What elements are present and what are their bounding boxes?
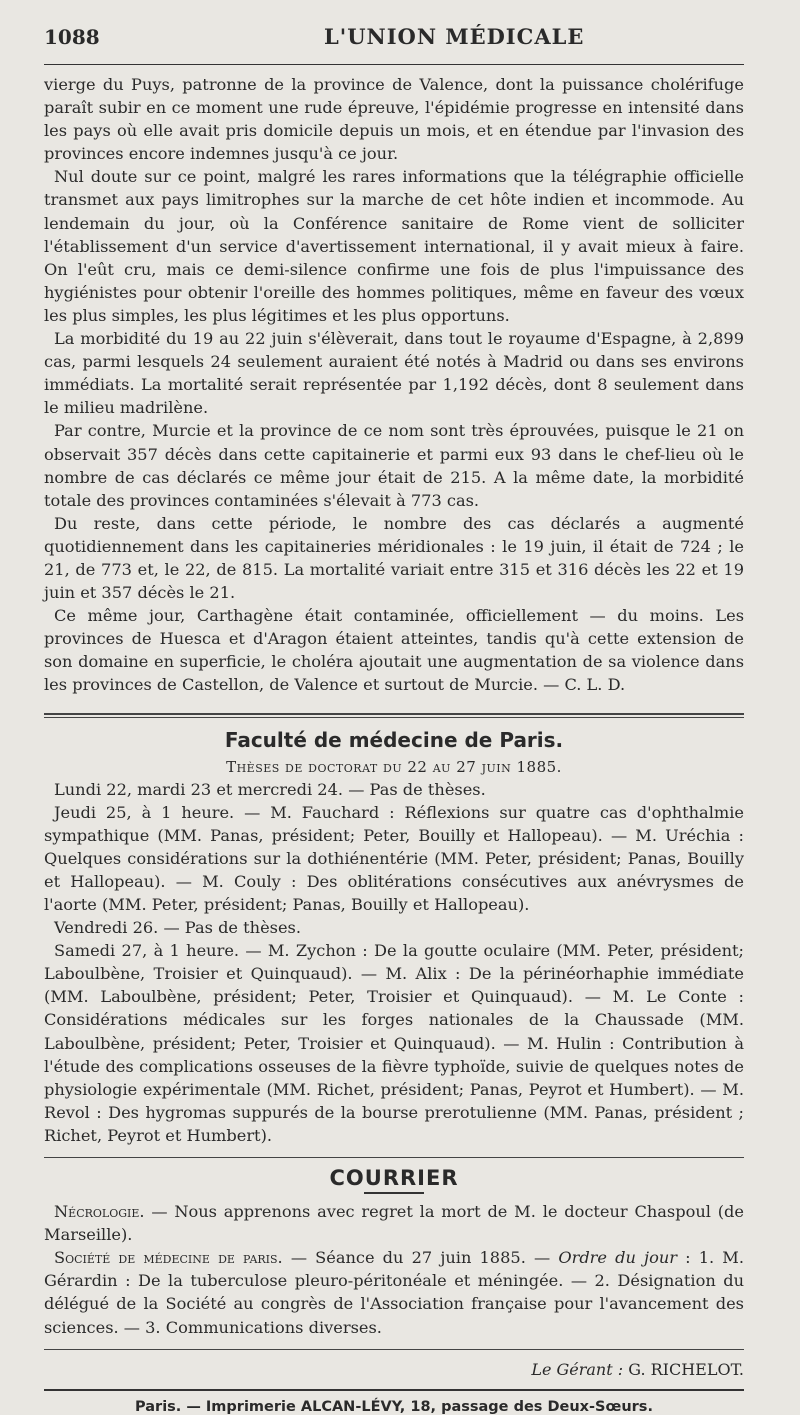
necrologie-text: — Nous apprenons avec regret la mort de M. le docteur Chaspoul (de Marseille). xyxy=(44,1202,744,1245)
thesis-entry: Jeudi 25, à 1 heure. — M. Fauchard : Réflexions sur quatre cas d'ophthalmie sympathique (MM. Panas, président; Peter, Bouilly et Hallopeau). — M. Uréchia : Quelques considérations sur la dothiénentérie (MM. Peter, président; Panas, Bouilly et Hallopeau). — M. Couly : Des oblitérations consécutives aux anévrysmes de l'aorte (MM. Peter, président; Panas, Bouilly et Hallopeau). xyxy=(44,802,744,914)
article-paragraph: Ce même jour, Carthagène était contaminée, officiellement — du moins. Les provinces de Huesca et d'Aragon étaient atteintes, tandis qu'à cette extension de son domaine en superficie, le choléra ajoutait une augmentation de sa violence dans les provinces de Castellon, de Valence et surtout de Murcie. — C. L. D. xyxy=(44,606,744,695)
title-underline xyxy=(364,1192,424,1194)
article-paragraph: Nul doute sur ce point, malgré les rares informations que la télégraphie officielle transmet aux pays limitrophes sur la marche de cet hôte indien et incommode. Au lendemain du jour, où la Conférence sanitaire de Rome vient de solliciter l'établissement d'un service d'avertissement international, il y avait mieux à faire. On l'eût cru, mais ce demi-silence confirme une fois de plus l'impuissance des hygiénistes pour obtenir l'oreille des hommes politiques, même en faveur des vœux les plus simples, les plus légitimes et les plus opportuns. xyxy=(44,167,744,325)
societe-paragraph xyxy=(44,1246,744,1338)
article-paragraph: Par contre, Murcie et la province de ce nom sont très éprouvées, puisque le 21 on observait 357 décès dans cette capitainerie et parmi eux 93 dans le chef-lieu où le nombre de cas déclarés ce même jour était de 215. A la même date, la morbidité totale des provinces contaminées s'élevait à 773 cas. xyxy=(44,421,744,510)
gerant-label: Le Gérant : xyxy=(531,1359,624,1379)
faculte-title: Faculté de médecine de Paris. xyxy=(224,727,564,752)
section-divider xyxy=(44,713,744,718)
article-paragraph: vierge du Puys, patronne de la province de Valence, dont la puissance cholérifuge paraît subir en ce moment une rude épreuve, l'épidémie progresse en intensité dans les pays où elle avait pris domicile depuis un mois, et en étendue par l'invasion des provinces encore indemnes jusqu'à ce jour. xyxy=(44,75,744,164)
ordre-du-jour: Ordre du jour xyxy=(558,1248,677,1268)
section-divider xyxy=(44,1157,744,1158)
gerant-line xyxy=(44,1360,744,1379)
page-number: 1088 xyxy=(44,25,100,49)
thesis-entry: Vendredi 26. — Pas de thèses. xyxy=(54,918,301,938)
header-rule xyxy=(44,64,744,65)
journal-title: L'UNION MÉDICALE xyxy=(324,24,585,49)
footer-rule xyxy=(44,1389,744,1391)
societe-label: Société de médecine de paris. xyxy=(54,1248,283,1268)
article-body xyxy=(44,73,744,697)
imprint-line: Paris. — Imprimerie ALCAN-LÉVY, 18, passage des Deux-Sœurs. xyxy=(135,1398,653,1415)
thesis-entry: Samedi 27, à 1 heure. — M. Zychon : De la goutte oculaire (MM. Peter, président; Laboulbène, Troisier et Quinquaud). — M. Alix : De la périnéorhaphie immédiate (MM. Laboulbène, président; Peter, Troisier et Quinquaud). — M. Le Conte : Considérations médicales sur les forges nationales de la Chaussade (MM. Laboulbène, président; Peter, Troisier et Quinquaud). — M. Hulin : Contribution à l'étude des complications osseuses de la fièvre typhoïde, suivie de quelques notes de physiologie expérimentale (MM. Richet, président; Panas, Peyrot et Humbert). — M. Revol : Des hygromas suppurés de la bourse prerotulienne (MM. Panas, président ; Richet, Peyrot et Humbert). xyxy=(44,941,744,1145)
necrologie-paragraph xyxy=(44,1200,744,1246)
article-paragraph: Du reste, dans cette période, le nombre des cas déclarés a augmenté quotidiennement dans les capitaineries méridionales : le 19 juin, il était de 724 ; le 21, de 773 et, le 22, de 815. La mortalité variait entre 315 et 316 décès les 22 et 19 juin et 357 décès le 21. xyxy=(44,513,744,603)
necrologie-label: Nécrologie. xyxy=(54,1202,145,1222)
section-divider xyxy=(44,1349,744,1350)
faculte-section xyxy=(44,728,744,1148)
thesis-entry: Lundi 22, mardi 23 et mercredi 24. — Pas de thèses. xyxy=(54,779,486,799)
courrier-title: COURRIER xyxy=(329,1166,459,1191)
article-paragraph: La morbidité du 19 au 22 juin s'élèverait, dans tout le royaume d'Espagne, à 2,899 cas, parmi lesquels 24 seulement auraient été notés à Madrid ou dans ses environs immédiats. La mortalité serait représentée par 1,192 décès, dont 8 seulement dans le milieu madrilène. xyxy=(44,329,744,418)
faculte-subtitle: Thèses de doctorat du 22 au 27 juin 1885. xyxy=(226,757,562,776)
societe-text-1: — Séance du 27 juin 1885. — xyxy=(282,1248,559,1268)
gerant-name: G. RICHELOT. xyxy=(623,1359,744,1379)
page-header xyxy=(44,24,744,60)
societe-text-2: : 1. M. Gérardin : De la tuberculose pleuro-péritonéale et méningée. — 2. Désignation du délégué de la Société au congrès de l'Association française pour l'avancement des sciences. — 3. Communications diverses. xyxy=(44,1248,744,1337)
courrier-section xyxy=(44,1166,744,1339)
